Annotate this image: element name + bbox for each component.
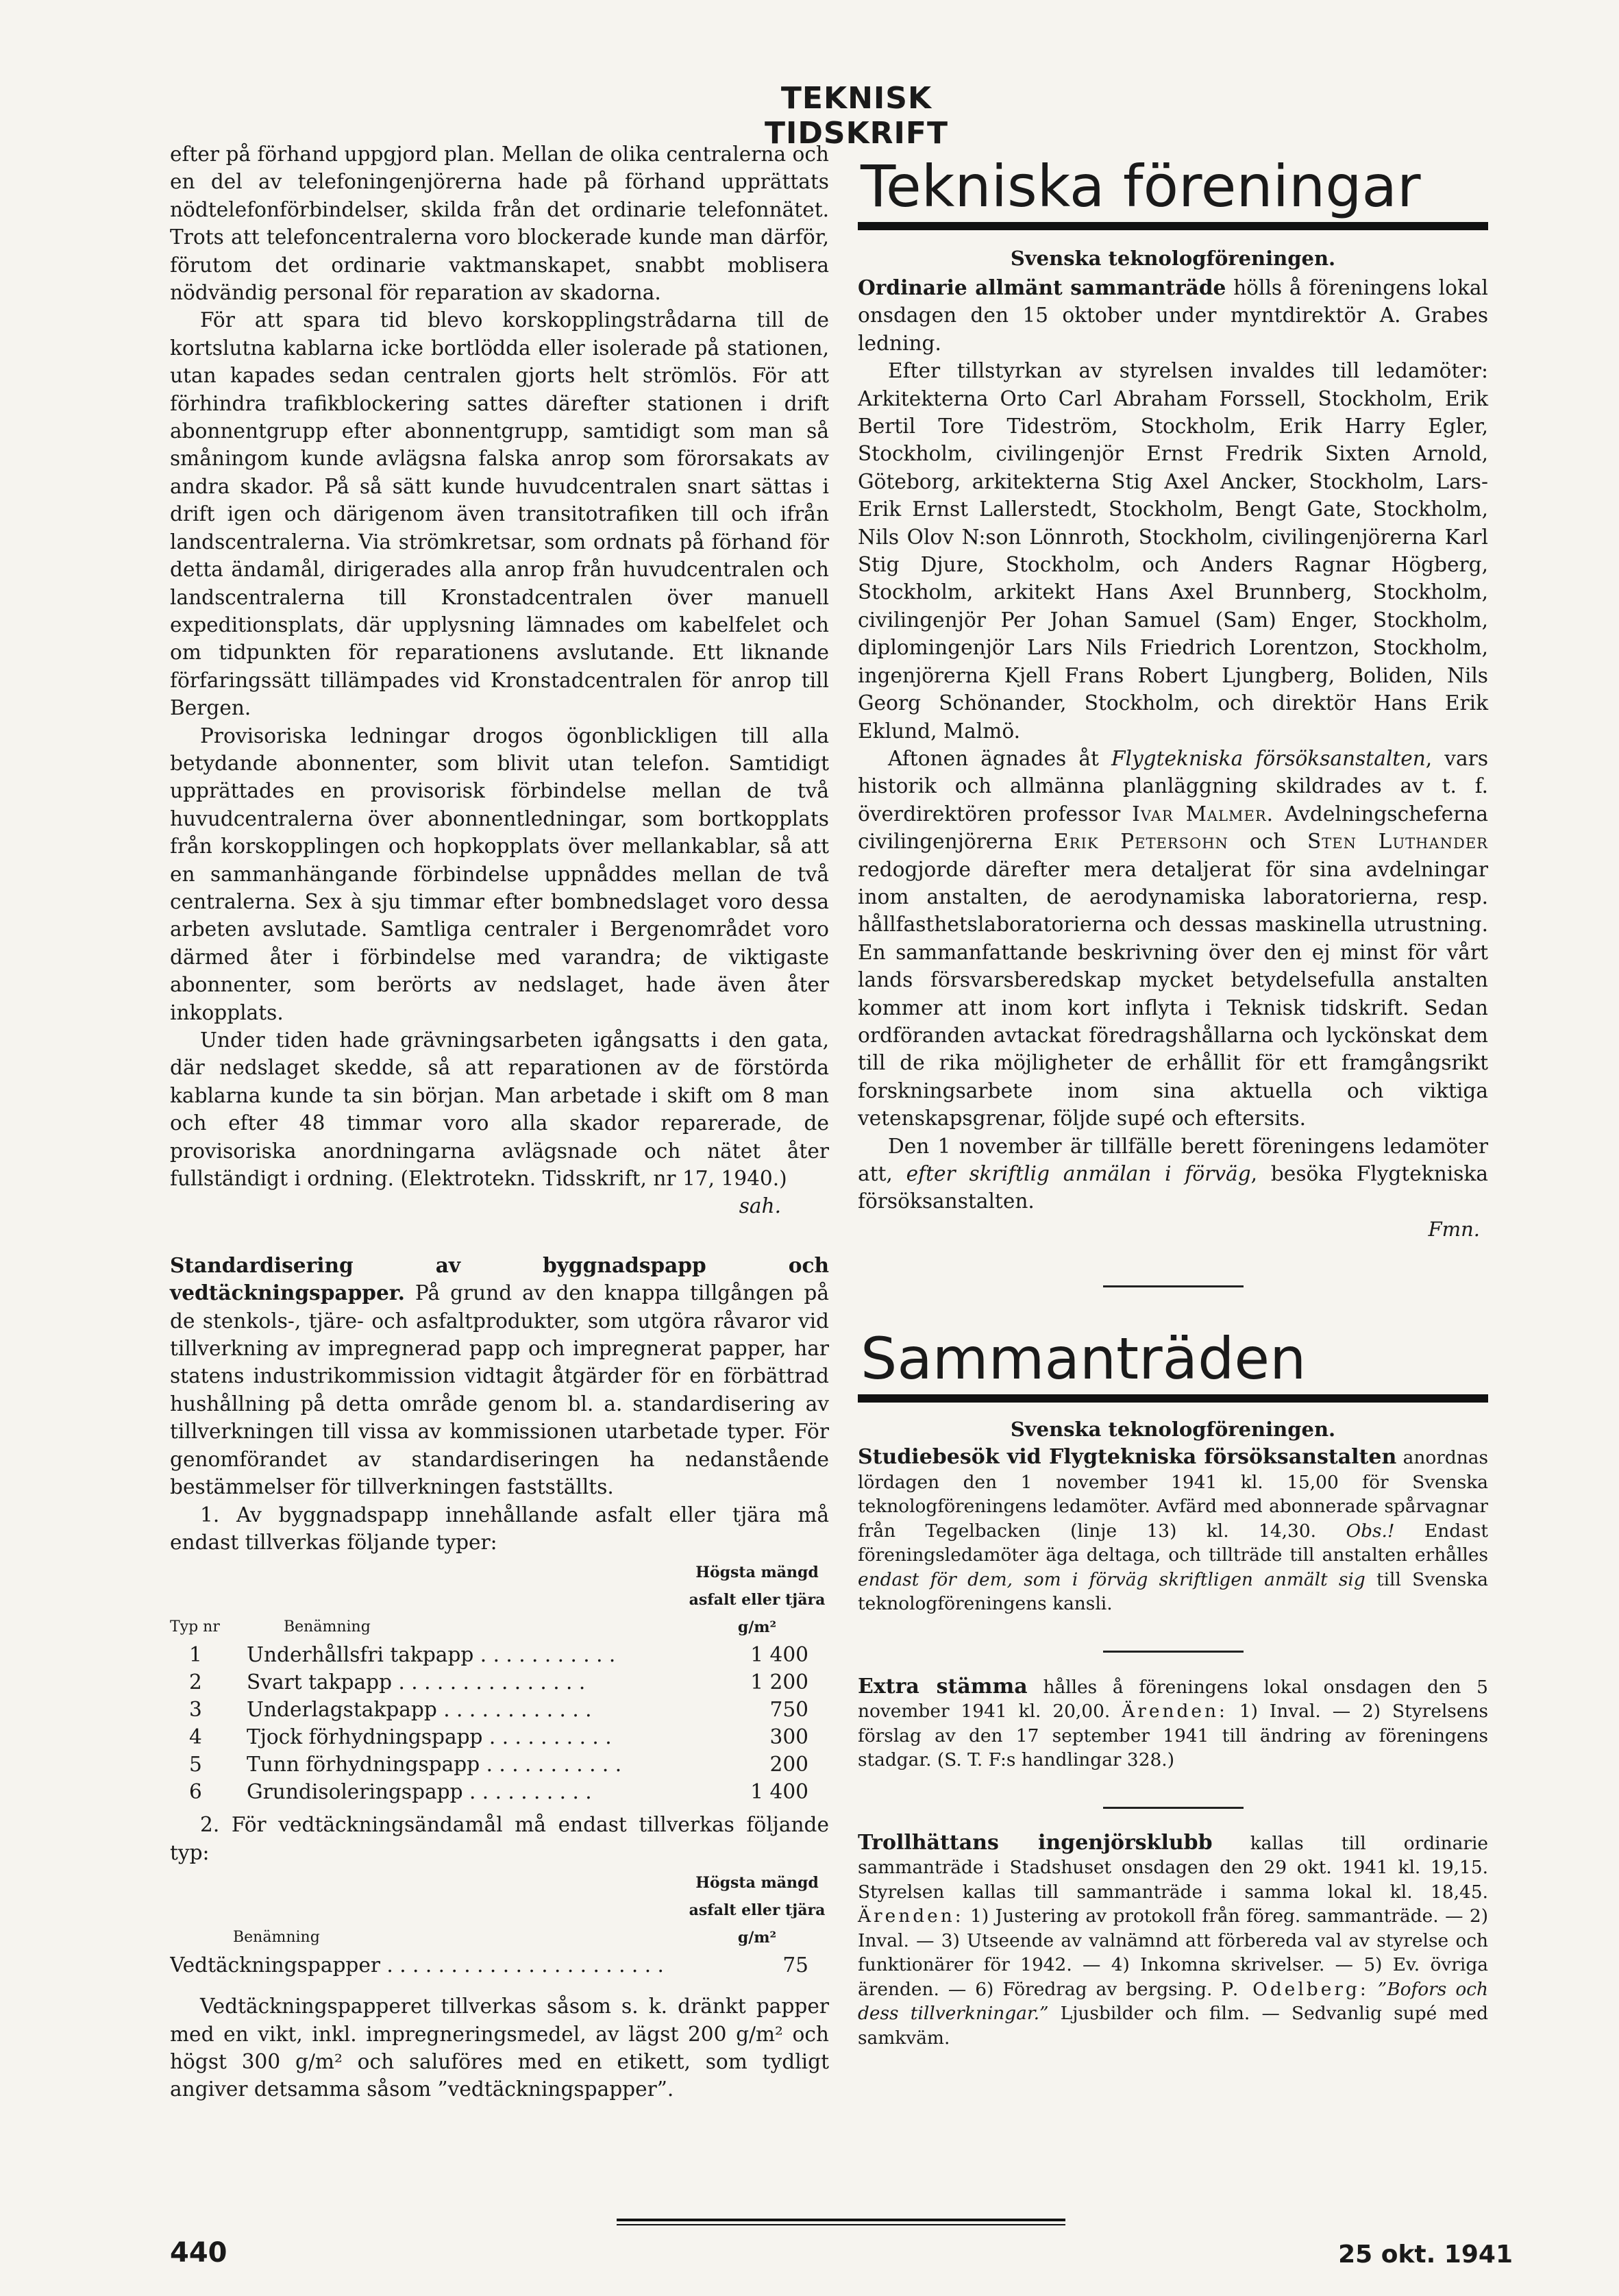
col-header-name: Benämning — [233, 1929, 320, 1947]
paragraph: Provisoriska ledningar drogos ögonblickligen till alla betydande abonnenter, som blivit utan telefon. Samtidigt upprättades en provisorisk förbindelse mellan de två huvudcentralerna över abonnentledningar, som bortkopplats från korskopplingen och hopkopplats över mellankablar, så att en sammanhängande förbindelse uppnåddes mellan de två centralerna. Sex à sju timmar efter bombnedslaget voro dessa arbeten avslutade. Samtliga centraler i Bergenområdet voro därmed åter i förbindelse med varandra; de viktigaste abonnenter, som berörts av nedslaget, hade även åter inkopplats. — [170, 724, 829, 1024]
type-name: Grundisoleringspapp . . . . . . . . . . — [247, 1780, 592, 1804]
divider — [1103, 1651, 1244, 1653]
paragraph: Aftonen ägnades åt Flygtekniska försöksanstalten, vars historik och allmänna planläggning skildrades av t. f. överdirektören professor Ivar Malmer. Avdelningscheferna civilingenjörerna Erik Petersohn och Sten Luthander redogjorde därefter mera detaljerat för sina avdelningar inom anstalten, de aerodynamiska laboratorierna, resp. hållfasthetslaboratorierna och dessas maskinella utrustning. En sammanfattande beskrivning över den ej minst för vårt lands försvarsberedskap mycket betydelsefulla anstalten kommer att inom kort inflyta i Teknisk tidskrift. Sedan ordföranden avtackat föredragshållarna och lyckönskat dem till de rika möjligheter de erhållit för ett framgångsrikt forskningsarbete inom sina aktuella och viktiga vetenskapsgrenar, följde supé och eftersits. — [858, 746, 1489, 1131]
footer-rule — [617, 2224, 1065, 2225]
left-column — [170, 140, 829, 2103]
col-header-name: Benämning — [284, 1618, 371, 1636]
table-row — [170, 1696, 829, 1723]
right-column — [858, 152, 1488, 2050]
type-nr: 2 — [189, 1670, 202, 1694]
type-value: 300 — [769, 1725, 808, 1749]
type-value: 750 — [769, 1698, 808, 1722]
type-value: 1 400 — [750, 1643, 808, 1667]
paragraph: Den 1 november är tillfälle berett föreningens ledamöter att, efter skriftlig anmälan i förväg, besöka Flygtekniska försöksanstalten. — [858, 1134, 1488, 1213]
issue-date: 25 okt. 1941 — [1338, 2241, 1513, 2269]
paragraph: efter på förhand uppgjord plan. Mellan de olika centralerna och en del av telefoningenjörerna hade på förhand upprättats nödtelefonförbindelser, skilda från det ordinarie telefonnätet. Trots att telefoncentralerna voro blockerade kunde man därför, förutom det ordinarie vaktmanskapet, snabbt moblisera nödvändig personal för reparation av skadorna. — [170, 143, 829, 305]
organization-heading: Svenska teknologföreningen. — [1010, 1418, 1336, 1442]
type-value: 1 200 — [750, 1670, 808, 1694]
vedtackning-table — [170, 1869, 829, 1979]
paragraph: Under tiden hade grävningsarbeten igångsatts i den gata, där nedslaget skedde, så att reparationen av de förstörda kablarna kunde ta sin början. Man arbetade i skift om 8 man och efter 48 timmar voro alla skador reparerade, de provisoriska anordningarna avlägsnade och nätet åter fullständigt i ordning. (Elektrotekn. Tidsskrift, nr 17, 1940.) — [170, 1028, 829, 1191]
footer-rule — [617, 2219, 1065, 2221]
paragraph-lead: Ordinarie allmänt sammanträde — [858, 275, 1226, 299]
meeting-notice: Studiebesök vid Flygtekniska försöksanstalten anordnas lördagen den 1 november 1941 kl. 15,00 för Svenska teknologföreningens ledamöter. Avfärd med abonnerade spårvagnar från Tegelbacken (linje 13) kl. 14,30. Obs.! Endast föreningsledamöter äga deltaga, och tillträde till anstalten erhålles endast för dem, som i förväg skriftligen anmält sig till Svenska teknologföreningens kansli. — [858, 1445, 1489, 1615]
section-rule — [858, 222, 1488, 230]
list-intro: 2. För vedtäckningsändamål må endast tillverkas följande typ: — [170, 1813, 829, 1864]
type-nr: 4 — [189, 1725, 202, 1749]
meeting-notice: Extra stämma hålles å föreningens lokal onsdagen den 5 november 1941 kl. 20,00. Ärenden: 1) Inval. — 2) Styrelsens förslag av den 17 september 1941 till ändring av föreningens stadgar. (S. T. F:s handlingar 328.) — [858, 1674, 1489, 1771]
type-name: Tunn förhydningspapp . . . . . . . . . . . — [247, 1753, 622, 1777]
section-title: Sammanträden — [861, 1325, 1307, 1393]
type-value: 75 — [782, 1953, 808, 1977]
divider — [1103, 1807, 1244, 1809]
table-row — [170, 1668, 829, 1696]
article-heading: Standardisering av byggnadspapp och vedtäckningspapper. — [170, 1252, 829, 1305]
page-number: 440 — [170, 2237, 227, 2269]
table-row — [170, 1778, 829, 1805]
col-header-typ: Typ nr — [170, 1618, 220, 1636]
type-name: Vedtäckningspapper . . . . . . . . . . . . . . . . . . . . . . — [170, 1953, 664, 1977]
table-row — [170, 1951, 829, 1979]
meeting-notice: Trollhättans ingenjörsklubb kallas till ordinarie sammanträde i Stadshuset onsdagen den 29 okt. 1941 kl. 19,15. Styrelsen kallas till sammanträde i samma lokal kl. 18,45. Ärenden: 1) Justering av protokoll från föreg. sammanträde. — 2) Inval. — 3) Utseende av valnämnd att förbereda val av styrelse och funktionärer för 1942. — 4) Inkomna skrivelser. — 5) Ev. övriga ärenden. — 6) Föredrag av bergsing. P. Odelberg: ”Bofors och dess tillverkningar.” Ljusbilder och film. — Sedvanlig supé med samkväm. — [858, 1830, 1489, 2049]
type-value: 1 400 — [750, 1780, 808, 1804]
type-nr: 1 — [189, 1643, 202, 1667]
type-name: Underlagstakpapp . . . . . . . . . . . . — [247, 1698, 592, 1722]
type-name: Svart takpapp . . . . . . . . . . . . . . . — [247, 1670, 586, 1694]
type-name: Tjock förhydningspapp . . . . . . . . . . — [247, 1725, 612, 1749]
table-row — [170, 1723, 829, 1751]
masthead: TEKNISK TIDSKRIFT — [764, 81, 948, 151]
type-nr: 3 — [189, 1698, 202, 1722]
signature: Fmn. — [1428, 1217, 1480, 1241]
section-title: Tekniska föreningar — [861, 153, 1421, 220]
paragraph: Vedtäckningspapperet tillverkas såsom s. k. dränkt papper med en vikt, inkl. impregneringsmedel, av lägst 200 g/m² och högst 300 g/m² och saluföres med en etikett, som tydligt angiver detsamma såsom ”vedtäckningspapper”. — [170, 1995, 829, 2101]
section-rule — [858, 1394, 1488, 1403]
paragraph: Ordinarie allmänt sammanträde hölls å föreningens lokal onsdagen den 15 oktober under myntdirektör A. Grabes ledning. — [858, 275, 1488, 355]
paragraph: Efter tillstyrkan av styrelsen invaldes till ledamöter: Arkitekterna Orto Carl Abraham Forssell, Stockholm, Erik Bertil Tore Tideström, Stockholm, Erik Harry Egler, Stockholm, civilingenjör Ernst Fredrik Sixten Arnold, Göteborg, arkitekterna Stig Axel Ancker, Stockholm, Lars-Erik Ernst Lallerstedt, Stockholm, Bengt Gate, Stockholm, Nils Olov N:son Lönnroth, Stockholm, civilingenjörerna Karl Stig Djure, Stockholm, och Anders Ragnar Högberg, Stockholm, arkitekt Hans Axel Brunnberg, Stockholm, civilingenjör Per Johan Samuel (Sam) Enger, Stockholm, diplomingenjör Lars Nils Friedrich Lorentzon, Stockholm, ingenjörerna Kjell Frans Robert Ljungberg, Boliden, Nils Georg Schönander, Stockholm, och direktör Hans Erik Eklund, Malmö. — [858, 359, 1488, 743]
papp-types-table — [170, 1559, 829, 1805]
organization-heading: Svenska teknologföreningen. — [1010, 247, 1336, 270]
paragraph: För att spara tid blevo korskopplingstrådarna till de kortslutna kablarna icke bortlödda eller isolerade på stationen, utan kapades sedan centralen gjorts helt strömlös. För att förhindra trafikblockering sattes därefter stationen i drift abonnentgrupp efter abonnentgrupp, samtidigt som man så småningom kunde avlägsna falska anrop som förorsakats av andra skador. På så sätt kunde huvudcentralen snart sättas i drift igen och därigenom även transitotrafiken till och ifrån landscentralerna. Via strömkretsar, som ordnats på förhand för detta ändamål, dirigerades alla anrop från huvudcentralen och landscentralerna till Kronstadcentralen över manuell expeditionsplats, där upplysning lämnades om kabelfelet och om tidpunkten för reparationens avslutande. Ett liknande förfaringssätt tillämpades vid Kronstadcentralen för anrop till Bergen. — [170, 308, 829, 720]
type-name: Underhållsfri takpapp . . . . . . . . . . . — [247, 1643, 616, 1667]
paragraph: På grund av den knappa tillgången på de stenkols-, tjäre- och asfaltprodukter, som utgöra råvaror vid tillverkning av impregnerad papp och impregnerat papper, har statens industrikommission vidtagit åtgärder för en förbättrad hushållning på detta område genom bl. a. standardisering av tillverkningen till vissa av kommissionen utarbetade typer. För genomförandet av standardiseringen ha nedanstående bestämmelser för tillverkningen fastställts. — [170, 1281, 829, 1499]
signature: sah. — [739, 1194, 781, 1218]
table-row — [170, 1641, 829, 1668]
divider — [1103, 1285, 1244, 1287]
col-header-max: Högsta mängd asfalt eller tjära g/m² — [689, 1874, 826, 1947]
type-value: 200 — [769, 1753, 808, 1777]
type-nr: 5 — [189, 1753, 202, 1777]
type-nr: 6 — [189, 1780, 202, 1804]
article-standardisering — [170, 1252, 829, 1501]
list-intro: 1. Av byggnadspapp innehållande asfalt eller tjära må endast tillverkas följande typer: — [170, 1503, 829, 1554]
table-row — [170, 1751, 829, 1778]
col-header-max: Högsta mängd asfalt eller tjära g/m² — [689, 1564, 826, 1637]
